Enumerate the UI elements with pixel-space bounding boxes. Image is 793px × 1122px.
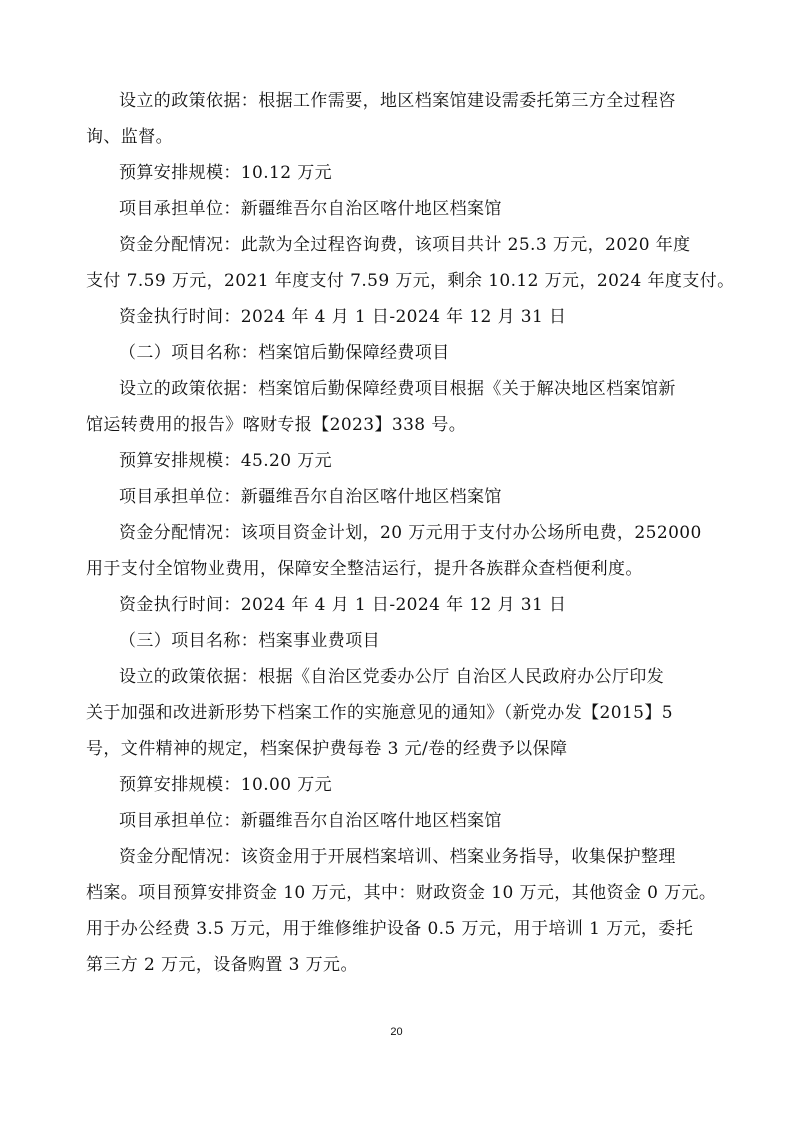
execution-time: 资金执行时间：2024 年 4 月 1 日-2024 年 12 月 31 日 [119, 595, 567, 615]
fund-allocation-line-1: 资金分配情况：该项目资金计划，20 万元用于支付办公场所电费，252000 [119, 523, 702, 543]
page-number: 20 [390, 1026, 403, 1038]
fund-allocation-line-1: 资金分配情况：此款为全过程咨询费，该项目共计 25.3 万元，2020 年度 [119, 235, 691, 255]
undertaking-unit: 项目承担单位：新疆维吾尔自治区喀什地区档案馆 [119, 811, 502, 831]
policy-basis-line-2: 关于加强和改进新形势下档案工作的实施意见的通知》（新党办发【2015】5 [86, 703, 673, 723]
fund-allocation-line-2: 支付 7.59 万元，2021 年度支付 7.59 万元，剩余 10.12 万元，2024 年度支付。 [86, 271, 735, 291]
policy-basis-line-2: 询、监督。 [86, 127, 173, 147]
policy-basis-line-2: 馆运转费用的报告》喀财专报【2023】338 号。 [86, 415, 467, 435]
fund-allocation-line-1: 资金分配情况：该资金用于开展档案培训、档案业务指导，收集保护整理 [119, 847, 676, 867]
fund-allocation-line-2: 用于支付全馆物业费用，保障安全整洁运行，提升各族群众查档便利度。 [86, 559, 643, 579]
undertaking-unit: 项目承担单位：新疆维吾尔自治区喀什地区档案馆 [119, 487, 502, 507]
fund-allocation-line-2: 档案。项目预算安排资金 10 万元，其中：财政资金 10 万元，其他资金 0 万元。 [86, 883, 717, 903]
fund-allocation-line-3: 用于办公经费 3.5 万元，用于维修维护设备 0.5 万元，用于培训 1 万元，委托 [86, 919, 694, 939]
budget-scale: 预算安排规模：10.00 万元 [119, 775, 333, 795]
execution-time: 资金执行时间：2024 年 4 月 1 日-2024 年 12 月 31 日 [119, 307, 567, 327]
budget-scale: 预算安排规模：10.12 万元 [119, 163, 333, 183]
undertaking-unit: 项目承担单位：新疆维吾尔自治区喀什地区档案馆 [119, 199, 502, 219]
policy-basis-line-3: 号，文件精神的规定，档案保护费每卷 3 元/卷的经费予以保障 [86, 739, 568, 759]
policy-basis-line-1: 设立的政策依据：根据《自治区党委办公厅 自治区人民政府办公厅印发 [119, 667, 665, 687]
policy-basis-line-1: 设立的政策依据：档案馆后勤保障经费项目根据《关于解决地区档案馆新 [119, 379, 676, 399]
fund-allocation-line-4: 第三方 2 万元，设备购置 3 万元。 [86, 955, 358, 975]
section-heading-3: （三）项目名称：档案事业费项目 [119, 631, 380, 651]
policy-basis-line-1: 设立的政策依据：根据工作需要，地区档案馆建设需委托第三方全过程咨 [119, 91, 676, 111]
section-heading-2: （二）项目名称：档案馆后勤保障经费项目 [119, 343, 450, 363]
budget-scale: 预算安排规模：45.20 万元 [119, 451, 333, 471]
